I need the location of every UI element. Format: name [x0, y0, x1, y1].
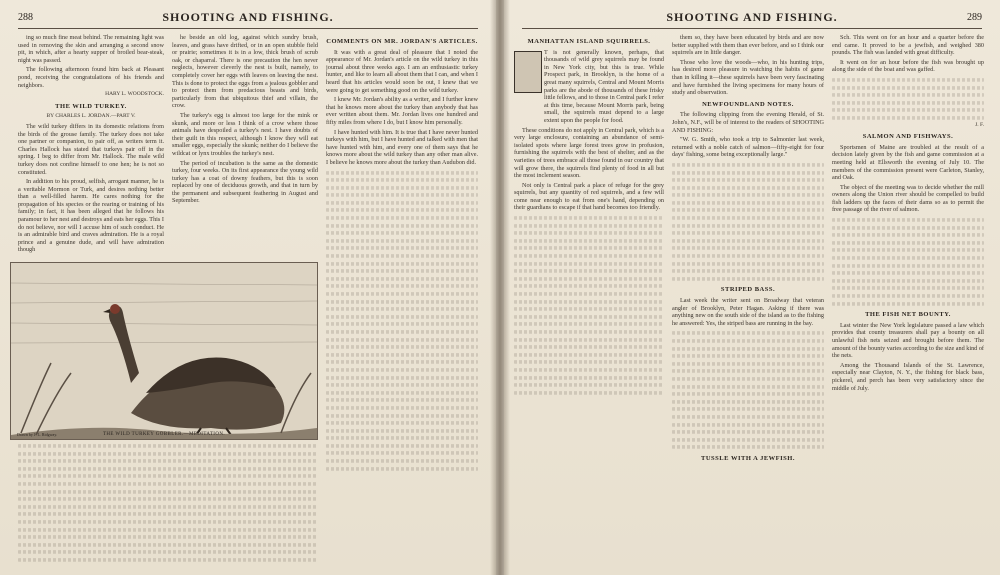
left-page-number: 288: [18, 12, 33, 23]
paragraph: Sch. This went on for an hour and a quarter before the end came. It proved to be a jewfish, and weighed 380 pounds. The fish was landed with great difficulty.: [832, 34, 984, 57]
article-heading: NEWFOUNDLAND NOTES.: [702, 100, 794, 108]
paragraph: I have hunted with him. It is true that I have never hunted turkeys with him, but I have hunted and talked with men that have hunted with him, and every one of them says that he knows more about the wild turkey than any other man alive. I believe he knows more about the turkey than Audubon did.: [326, 128, 478, 166]
illustration-credit: Drawn by J. L. Ridgway.: [17, 432, 58, 437]
paragraph: T is not generally known, perhaps, that thousands of wild grey squirrels may be found in New York city, but this is true. While Prospect park, in Brooklyn, is the home of a great many squirrels, Central and Mount Morris parks are the abode of thousands of these frisky little fellows, and to those in Central park I refer at this time, because Mount Morris park, being small, the squirrels must depend to a large extent upon the people for food.: [544, 48, 664, 124]
paragraph: The object of the meeting was to decide whether the mill owners along the Union river should be compelled to build fish ladders up the faces of their dams so as to permit the free passage of the river of salmon.: [832, 183, 984, 214]
signature: J. F.: [975, 121, 984, 128]
paragraph: In addition to his proud, selfish, arrogant manner, he is a veritable Mormon or Turk, and desires nothing better than a well-filled harem. He cares nothing for the propagation of his species or the rearing or training of his family; in fact, it has been alleged that he follows his paramour to her nest and destroys and eats her eggs. This I do not believe, nor will I accuse him of such conduct. He is an admirable bird and craves admiration. He is a royal prince and a genuine dude, and will have admiration though: [18, 178, 164, 254]
paragraph: "W. G. Smith, who took a trip to Salmonier last week, returned with a noble catch of salmon—fifty-eight for four days' fishing, some being exceptionally large.": [672, 136, 824, 159]
paragraph: It went on for an hour before the fish was brought up along the side of the boat and was gaffed.: [832, 58, 984, 74]
right-page: [504, 0, 1000, 575]
byline: BY CHARLES L. JORDAN.—PART V.: [46, 113, 136, 120]
left-col-3: [326, 34, 478, 564]
article-heading: THE FISH NET BOUNTY.: [865, 311, 951, 319]
paragraph: Those who love the woods—who, in his hunting trips, has desired more pleasure in watching the habits of game than in killing it—these squirrels have been very fascinating and have furnished the living specimens for many hours of study and observation.: [672, 58, 824, 97]
paragraph: I knew Mr. Jordan's ability as a writer, and I further knew that he knows more about the turkey than anybody that has ever written about them. Mr. Jordan lives one hundred and fifty miles from where I do, but I know him personally.: [326, 96, 478, 126]
turkey-engraving: [11, 263, 317, 439]
right-col-1: [514, 34, 664, 564]
article-heading: STRIPED BASS.: [720, 286, 776, 294]
paragraph: Not only is Central park a place of refuge for the grey squirrels, but any quantity of red squirrels, and a few will come near enough to eat from one's hand, depending on their guardians to escape if that hand becomes too friendly.: [514, 181, 664, 212]
left-running-head: [18, 10, 478, 29]
paragraph: Last winter the New York legislature passed a law which provides that county treasurers shall pay a bounty on all unlawful fish nets seized and brought before them. The amount of the bounty varies according to the size and kind of the nets.: [832, 321, 984, 360]
paragraph: Last week the writer sent on Broadway that veteran angler of Brooklyn, Peter Hagan. Asking if there was anything new on the south side of the island as to the fishing he answered: Yes, the striped bass are running in the bay.: [672, 297, 824, 327]
paragraph: them so, they have been educated by birds and are now better supplied with them than ever before, and so I think our squirrels are in little danger.: [672, 34, 824, 57]
article-heading: MANHATTAN ISLAND SQUIRRELS.: [527, 38, 651, 45]
paragraph: Sportsmen of Maine are troubled at the result of a decision lately given by the fish and game commission at a meeting held at Ellsworth the evening of July 10. The members of the commission present were Carleton, Stanley, and Oak.: [832, 143, 984, 182]
article-heading: THE WILD TURKEY.: [55, 102, 127, 110]
paragraph: Among the Thousand Islands of the St. Lawrence, especially near Clayton, N. Y., the fishing for black bass, pickerel, and perch has been very satisfactory since the middle of July.: [832, 361, 984, 392]
article-heading: COMMENTS ON MR. JORDAN'S ARTICLES.: [326, 38, 478, 45]
left-running-title: SHOOTING AND FISHING.: [162, 10, 334, 24]
right-running-head: [522, 10, 982, 29]
left-col-bottom: [18, 442, 318, 568]
turkey-illustration: [10, 262, 318, 440]
right-page-number: 289: [967, 12, 982, 23]
dropcap-illustration: [514, 51, 542, 93]
book-gutter: [490, 0, 510, 575]
paragraph: The period of incubation is the same as the domestic turkey, four weeks. On its first appearance the young wild turkey has a coat of downy feathers, but this is soon replaced by one of deciduous growth, and that in turn by the permanent and subsequent feathering in August and September.: [172, 159, 318, 205]
paragraph: It was with a great deal of pleasure that I noted the appearance of Mr. Jordan's article on the wild turkey in this journal about three weeks ago. I am an enthusiastic turkey hunter, and like to learn all about them that I can, and when I heard that his articles would soon be out, I knew that we were going to get something good on the wild turkey.: [326, 48, 478, 94]
signature: HARY L. WOODSTOCK.: [105, 91, 164, 98]
paragraph: The following afternoon found him back at Pleasant pond, receiving the congratulations of his friends and neighbors.: [18, 66, 164, 89]
paragraph: The following clipping from the evening Herald, of St. John's, N.F., will be of interest to the readers of SHOOTING AND FISHING:: [672, 111, 824, 134]
paragraph: he beside an old log, against which sundry brush, leaves, and grass have drifted, or in an open stubble field or prairie; sometimes it is in a low, thick brush of scrub oak, or chaparral. There is one precaution the hen never neglects, however cleverly the nest is built, namely, to completely cover her eggs with leaves on leaving the nest. This is done to protect the eggs from a jealous gobbler and to protect them from predacious beasts and birds, particularly from that ubiquitous thief and villain, the crow.: [172, 34, 318, 110]
paragraph: These conditions do not apply in Central park, which is a very large enclosure, containing an abundance of semi-isolated spots where large forest trees grow in profusion, furnishing the squirrels with the best of shelter, and as the varieties of trees embrace all those found in our country that will grow there, the squirrels find plenty of food in all but the most inclement season.: [514, 126, 664, 180]
article-heading: SALMON AND FISHWAYS.: [862, 133, 954, 141]
right-running-title: SHOOTING AND FISHING.: [666, 10, 838, 24]
article-heading: TUSSLE WITH A JEWFISH.: [701, 454, 795, 462]
right-col-3: [832, 34, 984, 569]
paragraph: The turkey's egg is almost too large for the mink or skunk, and more or less I think of a crow where those animals have despoiled a turkey's nest. I have doubts of their guilt in this respect, although I know they will eat smaller eggs, especially the skunk; neither do I believe the wildcat or lynx troubles the turkey's nest.: [172, 111, 318, 157]
left-col-2: [172, 34, 318, 262]
left-col-1: [18, 34, 164, 262]
left-page: [0, 0, 496, 575]
paragraph: The wild turkey differs in its domestic relations from the birds of the grouse family. The turkey does not take one partner or companion, to pair off, as writers term it. Charles Hallock has stated that turkeys pair off in the spring. I beg to differ from Mr. Hallock. The male wild turkey does not confine himself to one hen; he is not so constituted.: [18, 122, 164, 176]
illustration-caption: THE WILD TURKEY GOBBLER.—MEDITATION.: [102, 432, 226, 437]
right-col-2: [672, 34, 824, 569]
paragraph: ing so much fine meat behind. The remaining light was used in removing the skin and arranging a second snow pit, in which, after a hearty supper of broiled bear-steak, night was passed.: [18, 34, 164, 64]
